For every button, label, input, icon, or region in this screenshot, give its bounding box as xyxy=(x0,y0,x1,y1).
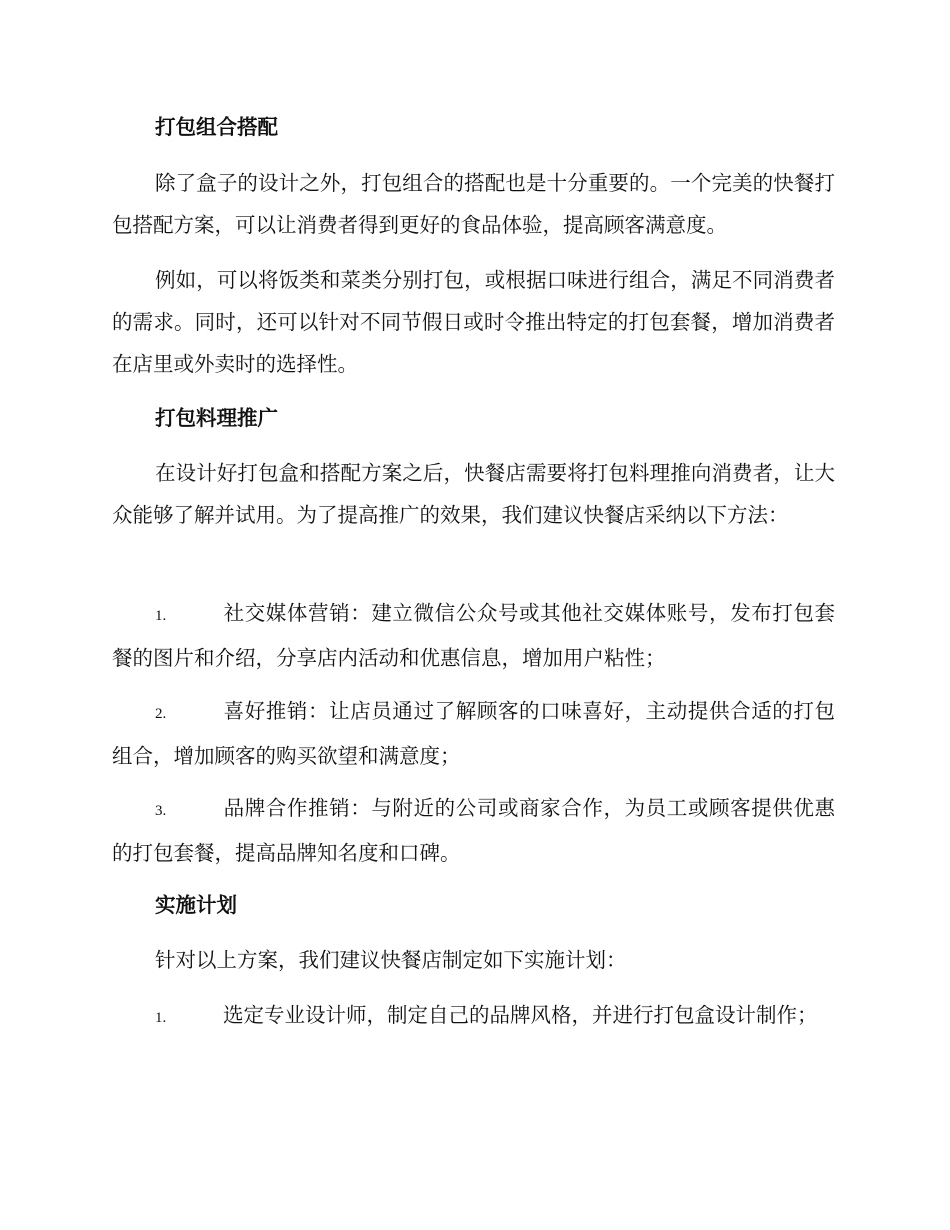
list-item-text: 选定专业设计师，制定自己的品牌风格，并进行打包盒设计制作； xyxy=(223,1003,818,1027)
list-item-plan-1 xyxy=(112,994,835,1039)
list-item-promo-3 xyxy=(112,787,835,874)
section-heading-promotion: 打包料理推广 xyxy=(155,406,278,430)
section-heading-implementation: 实施计划 xyxy=(155,893,237,917)
list-item-text: 喜好推销：让店员通过了解顾客的口味喜好，主动提供合适的打包组合，增加顾客的购买欲望和满意度； xyxy=(112,699,835,768)
paragraph-promotion-intro: 在设计好打包盒和搭配方案之后，快餐店需要将打包料理推向消费者，让大众能够了解并试用。为了提高推广的效果，我们建议快餐店采纳以下方法： xyxy=(112,461,835,527)
list-item-promo-1 xyxy=(112,592,835,679)
list-number: 2. xyxy=(155,706,167,722)
paragraph-combo-importance: 除了盒子的设计之外，打包组合的搭配也是十分重要的。一个完美的快餐打包搭配方案，可以让消费者得到更好的食品体验，提高顾客满意度。 xyxy=(112,171,835,237)
list-item-text: 社交媒体营销：建立微信公众号或其他社交媒体账号，发布打包套餐的图片和介绍，分享店内活动和优惠信息，增加用户粘性； xyxy=(112,601,835,670)
paragraph-combo-examples: 例如，可以将饭类和菜类分别打包，或根据口味进行组合，满足不同消费者的需求。同时，还可以针对不同节假日或时令推出特定的打包套餐，增加消费者在店里或外卖时的选择性。 xyxy=(112,268,835,376)
paragraph-implementation-intro: 针对以上方案，我们建议快餐店制定如下实施计划： xyxy=(155,948,627,972)
list-item-promo-2 xyxy=(112,690,835,777)
list-number: 3. xyxy=(155,803,167,819)
list-number: 1. xyxy=(155,608,167,624)
list-number: 1. xyxy=(155,1010,167,1026)
list-item-text: 品牌合作推销：与附近的公司或商家合作，为员工或顾客提供优惠的打包套餐，提高品牌知名度和口碑。 xyxy=(112,796,835,865)
section-heading-packaging-combo: 打包组合搭配 xyxy=(155,115,278,139)
